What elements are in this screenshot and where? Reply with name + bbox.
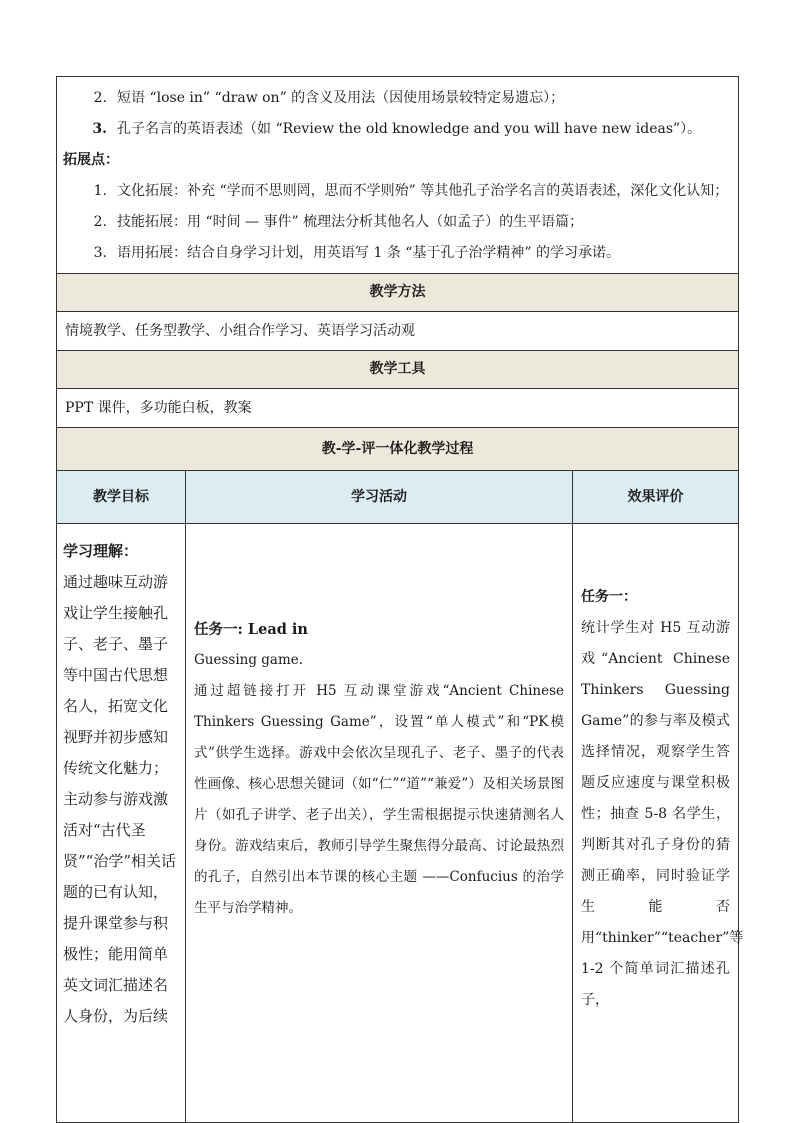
column-header-activity: 学习活动	[186, 471, 573, 524]
lesson-plan-table	[56, 76, 744, 1123]
column-header-row	[57, 471, 739, 524]
extension-heading: 拓展点：	[63, 152, 119, 168]
tools-header: 教学工具	[57, 351, 739, 389]
goal-text: 通过趣味互动游戏让学生接触孔子、老子、墨子等中国古代思想名人，拓宽文化视野并初步感知传统文化魅力；主动参与游戏激活对“古代圣贤”“治学”相关话题的已有认知，提升课堂参与积极性；能用简单英文词汇描述名人身份，为后续	[63, 573, 177, 1025]
evaluation-heading: 任务一：	[581, 589, 637, 605]
key-points-row	[57, 77, 739, 274]
list-item: 2. 技能拓展：用 “时间 — 事件” 梳理法分析其他名人（如孟子）的生平语篇；	[93, 214, 584, 230]
list-item: 3. 孔子名言的英语表述（如 “Review the old knowledge and you will have new ideas”）。	[92, 121, 702, 137]
activity-subtitle: Guessing game.	[194, 652, 304, 668]
activity-cell	[186, 524, 573, 1123]
evaluation-cell	[573, 524, 744, 1123]
table-row	[57, 524, 739, 1123]
lesson-plan-page	[56, 76, 744, 1123]
list-item: 2. 短语 “lose in” “draw on” 的含义及用法（因使用场景较特定易遗忘）；	[93, 90, 565, 106]
column-header-goal: 教学目标	[57, 471, 186, 524]
activity-heading: 任务一: Lead in	[194, 621, 308, 638]
list-item: 1. 文化拓展：补充 “学而不思则罔，思而不学则殆” 等其他孔子治学名言的英语表述，深化文化认知；	[93, 183, 729, 199]
tools-text: PPT 课件，多功能白板，教案	[57, 389, 739, 428]
process-header: 教-学-评一体化教学过程	[57, 428, 739, 471]
column-header-evaluation: 效果评价	[573, 471, 739, 524]
activity-text: 通过超链接打开 H5 互动课堂游戏“Ancient Chinese Thinkers Guessing Game”，设置“单人模式”和“PK模式”供学生选择。游戏中会依次呈现孔子、老子、墨子的代表性画像、核心思想关键词（如“仁”“道”“兼爱”）及相关场景图片（如孔子讲学、老子出关），学生需根据提示快速猜测名人身份。游戏结束后，教师引导学生聚焦得分最高、讨论最热烈的孔子，自然引出本节课的核心主题 ——Confucius 的治学生平与治学精神。	[194, 683, 564, 916]
methods-header: 教学方法	[57, 274, 739, 312]
methods-text: 情境教学、任务型教学、小组合作学习、英语学习活动观	[57, 312, 739, 351]
list-item: 3. 语用拓展：结合自身学习计划，用英语写 1 条 “基于孔子治学精神” 的学习承诺。	[93, 245, 621, 261]
evaluation-text: 统计学生对 H5 互动游戏“Ancient Chinese Thinkers Guessing Game”的参与率及模式选择情况，观察学生答题反应速度与课堂积极性；抽查 5-8 名学生，判断其对孔子身份的猜测正确率，同时验证学生能否用“thinker”“teacher”等 1-2 个简单词汇描述孔子，	[581, 620, 744, 1008]
goal-heading: 学习理解：	[63, 542, 139, 560]
key-points-cell	[57, 77, 739, 274]
goal-cell	[57, 524, 186, 1123]
